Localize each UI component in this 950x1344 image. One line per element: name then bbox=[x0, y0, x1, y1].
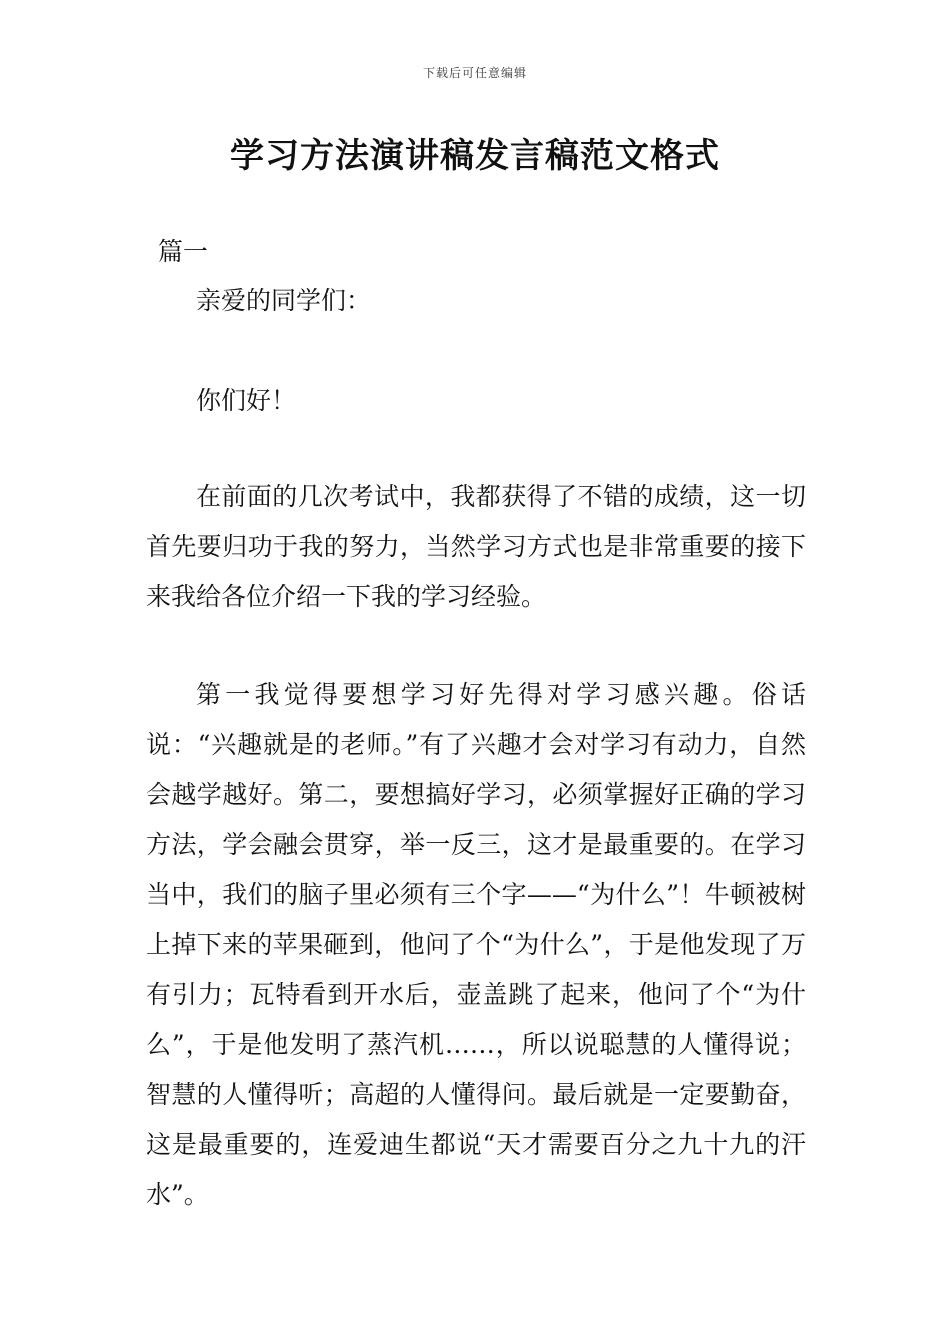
paragraph-1 bbox=[146, 472, 806, 622]
section-label: 篇一 bbox=[158, 237, 209, 266]
paragraph-text: 在前面的几次考试中，我都获得了不错的成绩，这一切首先要归功于我的努力，当然学习方式也是非常重要的接下来我给各位介绍一下我的学习经验。 bbox=[146, 482, 806, 611]
greeting-text: 亲爱的同学们： bbox=[196, 286, 372, 315]
hello-text: 你们好！ bbox=[196, 386, 297, 415]
hello-line bbox=[146, 376, 806, 426]
paragraph-2 bbox=[146, 670, 806, 1220]
paragraph-text: 第一我觉得要想学习好先得对学习感兴趣。俗话说：“兴趣就是的老师。”有了兴趣才会对学习有动力，自然会越学越好。第二，要想搞好学习，必须掌握好正确的学习方法，学会融会贯穿，举一反三，这才是最重要的。在学习当中，我们的脑子里必须有三个字——“为什么”！牛顿被树上掉下来的苹果砸到，他问了个“为什么”，于是他发现了万有引力；瓦特看到开水后，壶盖跳了起来，他问了个“为什么”，于是他发明了蒸汽机……，所以说聪慧的人懂得说；智慧的人懂得听；高超的人懂得问。最后就是一定要勤奋，这是最重要的，连爱迪生都说“天才需要百分之九十九的汗水”。 bbox=[146, 680, 806, 1209]
greeting-line bbox=[146, 276, 806, 326]
header-note: 下载后可任意编辑 bbox=[422, 66, 527, 80]
document-title: 学习方法演讲稿发言稿范文格式 bbox=[230, 136, 720, 176]
